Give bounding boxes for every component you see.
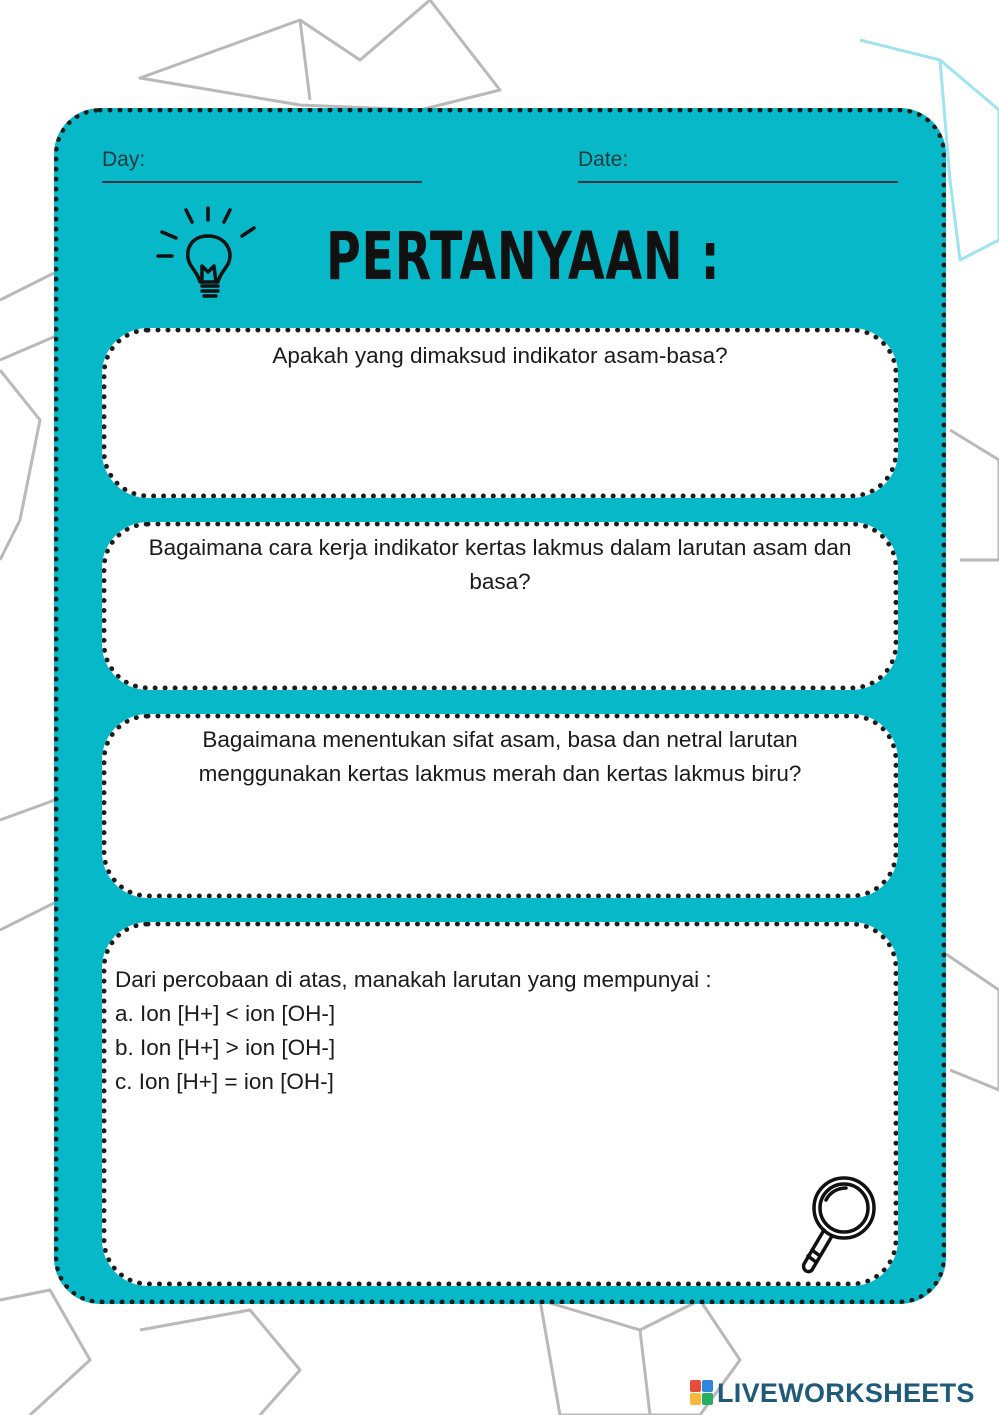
question-2-text: Bagaimana cara kerja indikator kertas lakmus dalam larutan asam dan basa? <box>148 535 852 594</box>
day-label: Day: <box>102 148 146 171</box>
magnifying-glass-icon <box>790 1172 882 1280</box>
question-1-text: Apakah yang dimaksud indikator asam-basa? <box>272 343 728 368</box>
answer-field-1[interactable] <box>147 383 853 471</box>
answer-field-4[interactable] <box>147 1117 773 1259</box>
liveworksheets-logo-icon <box>690 1380 714 1406</box>
question-box-2 <box>102 522 898 690</box>
day-input-line[interactable] <box>102 181 422 183</box>
question-3-text: Bagaimana menentukan sifat asam, basa dan netral larutan menggunakan kertas lakmus merah dan kertas lakmus biru? <box>198 727 802 786</box>
answer-field-3[interactable] <box>147 797 853 871</box>
date-label: Date: <box>578 148 629 171</box>
lightbulb-icon <box>150 198 262 310</box>
question-4-option-c: c. Ion [H+] = ion [OH-] <box>115 1069 334 1094</box>
page-title: PERTANYAAN : <box>326 218 721 295</box>
answer-field-2[interactable] <box>147 605 853 663</box>
question-4-option-b: b. Ion [H+] > ion [OH-] <box>115 1035 336 1060</box>
question-4-intro: Dari percobaan di atas, manakah larutan yang mempunyai : <box>115 967 712 992</box>
question-box-3 <box>102 714 898 898</box>
question-box-4 <box>102 922 898 1286</box>
brand-name: LIVEWORKSHEETS <box>717 1377 975 1408</box>
question-4-option-a: a. Ion [H+] < ion [OH-] <box>115 1001 336 1026</box>
date-input-line[interactable] <box>578 181 898 183</box>
brand-logo[interactable] <box>690 1376 975 1410</box>
question-box-1 <box>102 328 898 498</box>
